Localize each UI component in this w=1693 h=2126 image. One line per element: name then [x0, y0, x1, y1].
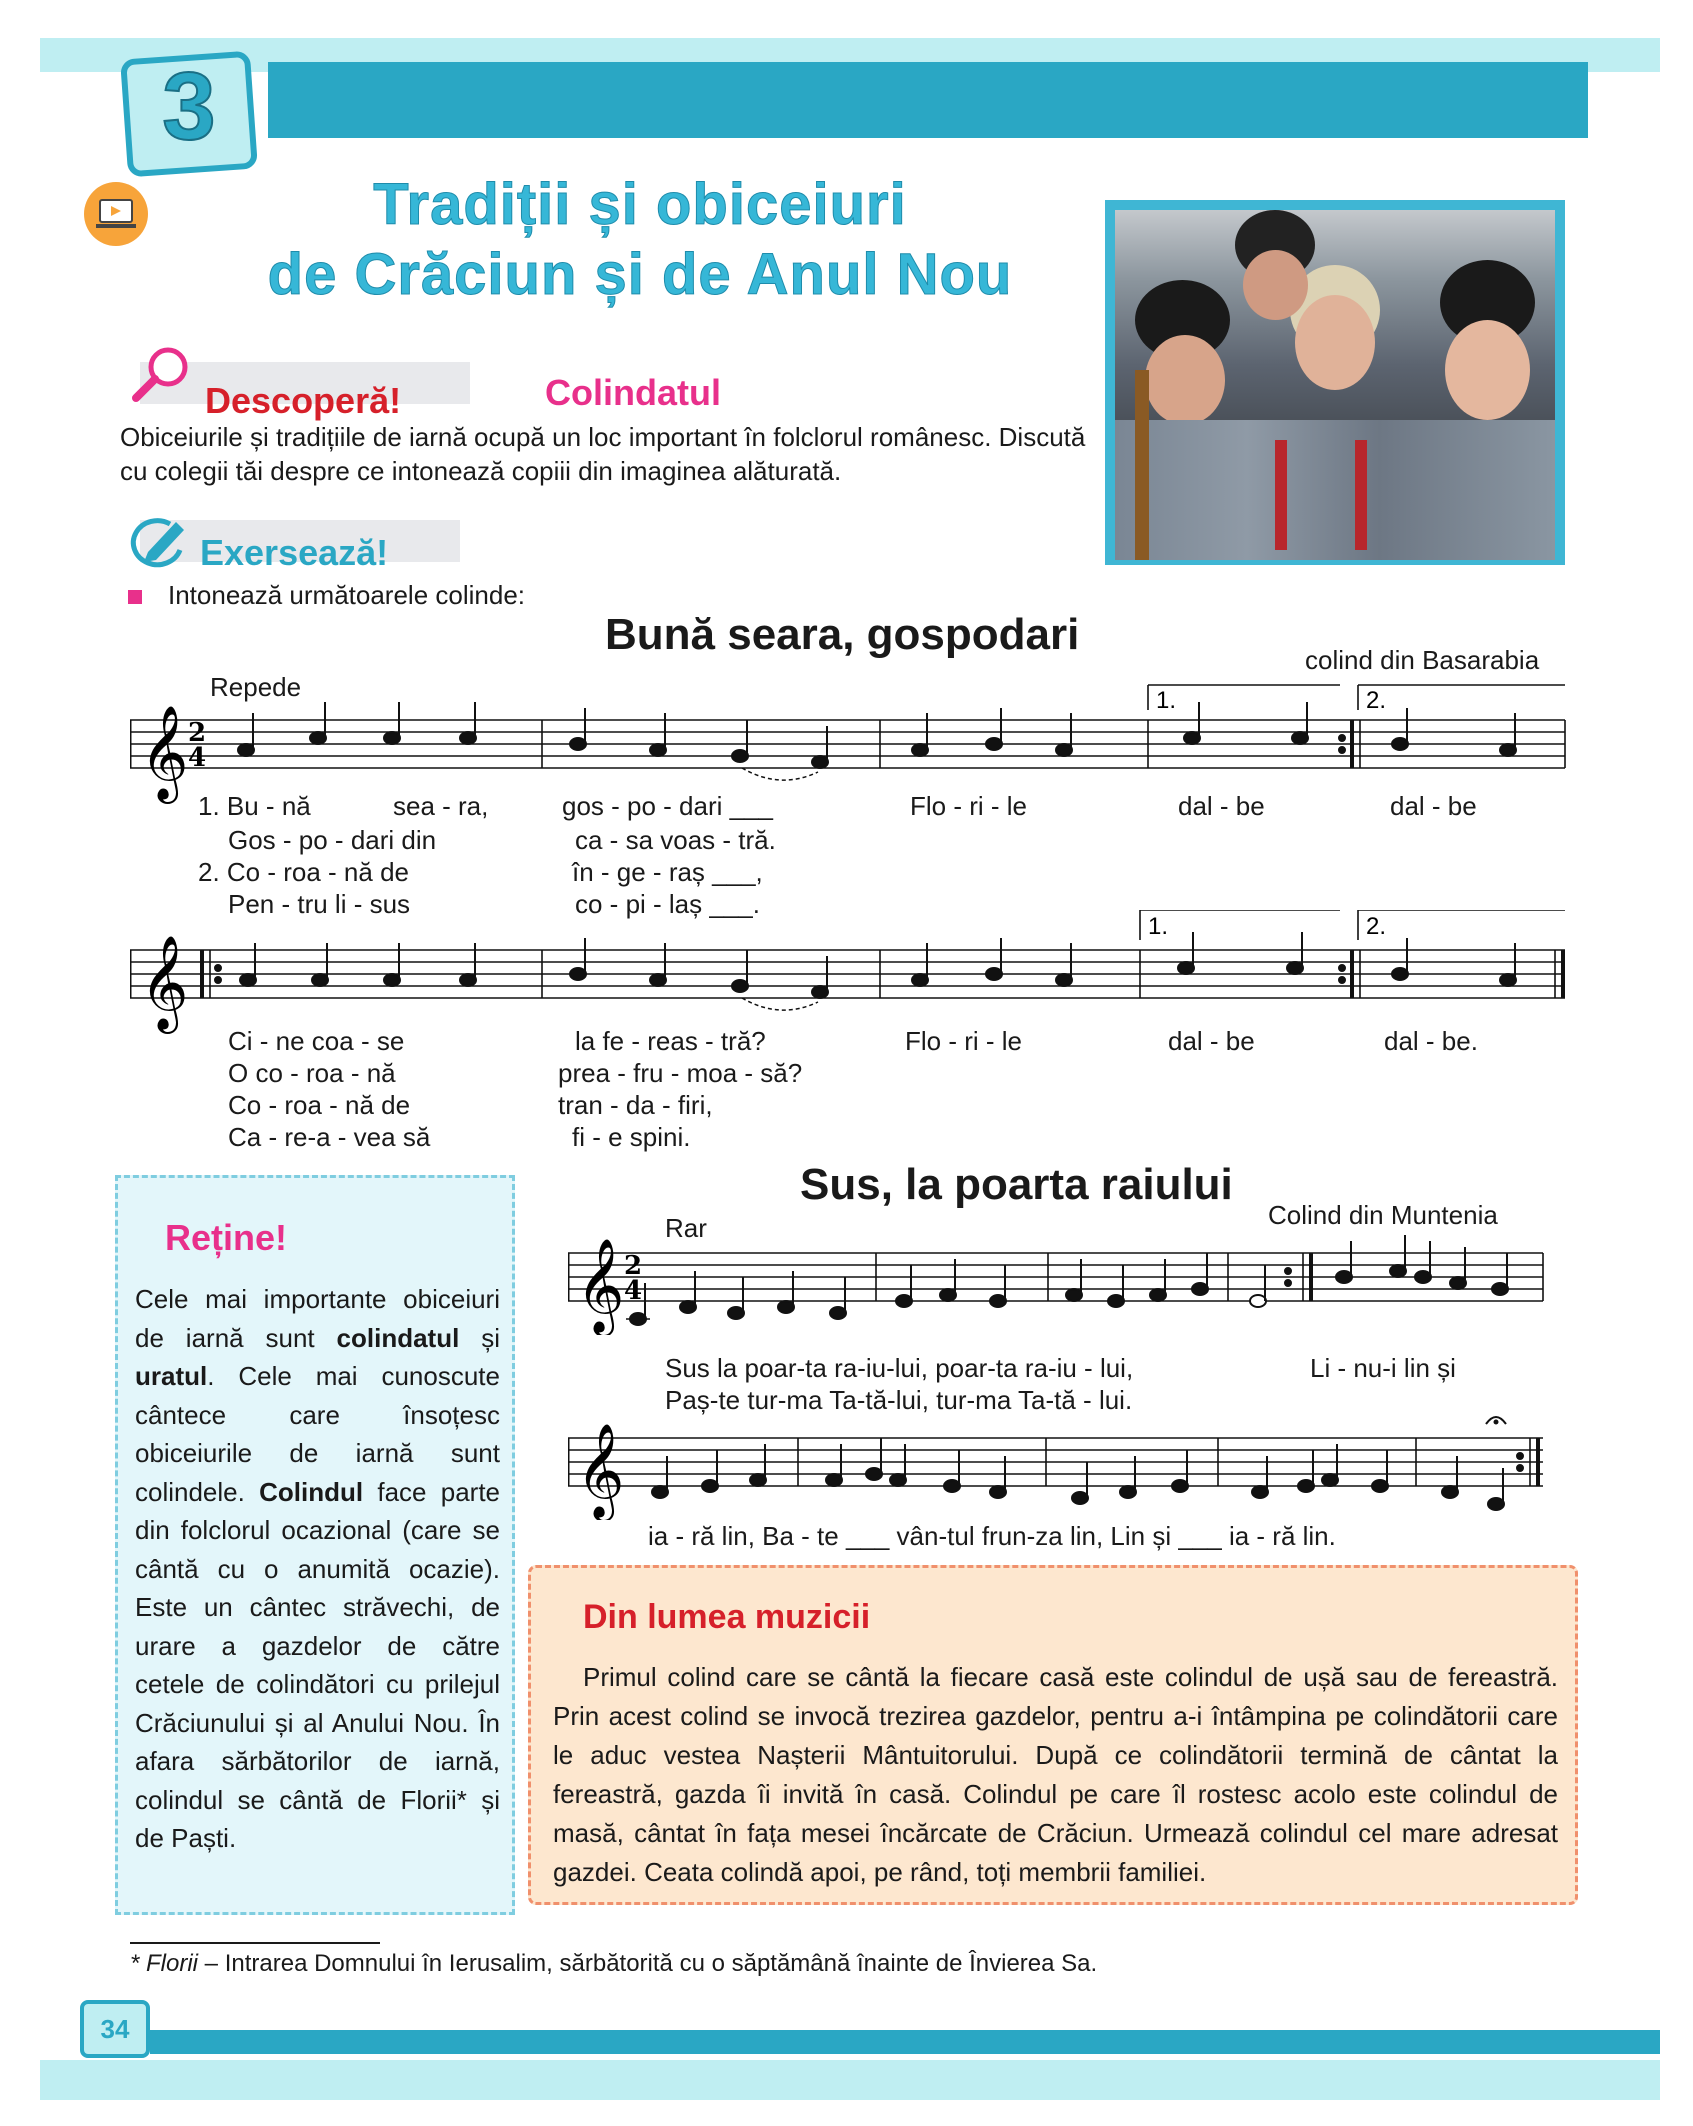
computer-icon[interactable]	[84, 182, 148, 246]
lyric: gos - po - dari ___	[562, 791, 774, 821]
song2-lyrics2: Paș-te tur-ma Ta-tă-lui, tur-ma Ta-tă - lui.	[665, 1385, 1133, 1415]
lyric: fi - e spini.	[572, 1122, 691, 1152]
lyric: Flo - ri - le	[910, 791, 1027, 821]
lyric: în - ge - raș ___,	[572, 857, 763, 887]
pencil-icon	[122, 512, 192, 577]
page-number: 34	[80, 2000, 150, 2058]
lyric: Ci - ne coa - se	[228, 1026, 405, 1056]
chapter-number: 3	[162, 53, 216, 160]
lyric: Flo - ri - le	[905, 1026, 1022, 1056]
bottom-bar	[150, 2030, 1660, 2054]
lyric: Ca - re-a - vea să	[228, 1122, 431, 1152]
retine-text: Cele mai importante obiceiuri de iarnă sunt colindatul și uratul. Cele mai cunoscute cântece care însoțesc obiceiurile de iarnă sunt colindele. Colindul face parte din folclorul ocazional (care se cântă cu o anumită ocazie). Este un cântec străvechi, de urare a gazdelor de către cetele de colindători cu prilejul Crăciunului și al Anului Nou. În afara sărbătorilor de iarnă, colindul se cântă de Florii* și de Paști.	[135, 1284, 500, 1853]
song2-lyrics1-b: Li - nu-i lin și	[1310, 1353, 1456, 1383]
volta-2: 2.	[1366, 687, 1387, 714]
treble-clef: 𝄞	[140, 935, 189, 1030]
time-sig-bottom: 4	[624, 1276, 643, 1306]
caroler-face	[1145, 335, 1225, 425]
song2-origin: Colind din Muntenia	[1268, 1200, 1498, 1230]
caroler-face	[1243, 250, 1308, 320]
lyric: 2. Co - roa - nă de	[198, 857, 409, 887]
lyric: Pen - tru li - sus	[228, 889, 411, 919]
song2-staff1	[568, 1225, 1548, 1335]
retine-heading: Reține!	[165, 1217, 288, 1258]
song2-lyrics3: ia - ră lin, Ba - te ___ vân-tul frun-za lin, Lin și ___ ia - ră lin.	[648, 1521, 1336, 1551]
lyric: prea - fru - moa - să?	[558, 1058, 803, 1088]
bottom-band	[40, 2060, 1660, 2100]
song2-staff2	[568, 1410, 1548, 1520]
volta-1: 1.	[1156, 687, 1177, 714]
lyric: O co - roa - nă	[228, 1058, 396, 1088]
lyric: la fe - reas - tră?	[575, 1026, 766, 1056]
footnote: * Florii – Intrarea Domnului în Ierusalim, sărbătorită cu o săptămână înainte de Învierea Sa.	[130, 1950, 1098, 1977]
song1-staff2	[130, 910, 1570, 1040]
treble-clef: 𝄞	[576, 1238, 625, 1333]
lyric: sea - ra,	[393, 791, 489, 821]
lumea-heading: Din lumea muzicii	[583, 1598, 871, 1636]
song1-staff1	[130, 680, 1570, 810]
lyric: dal - be.	[1384, 1026, 1478, 1056]
song1-tempo: Repede	[210, 672, 302, 702]
caroler-face	[1295, 295, 1375, 390]
notes	[238, 702, 1516, 768]
treble-clef: 𝄞	[140, 705, 189, 800]
treble-clef: 𝄞	[576, 1423, 625, 1518]
footnote-divider	[130, 1942, 380, 1944]
carolers-photo	[1105, 200, 1565, 565]
caroler-face	[1445, 320, 1530, 420]
lyric: dal - be	[1390, 791, 1477, 821]
staff-stick	[1135, 370, 1149, 560]
exerseaza-instruction: Intonează următoarele colinde:	[168, 580, 526, 610]
lyric: Co - roa - nă de	[228, 1090, 411, 1120]
lyric: co - pi - laș ___.	[575, 889, 760, 919]
descopera-heading: Descoperă!	[205, 380, 402, 421]
lyric: dal - be	[1178, 791, 1265, 821]
lyric: Gos - po - dari din	[228, 825, 437, 855]
song1-title: Bună seara, gospodari	[605, 610, 1080, 659]
descopera-text: Obiceiurile și tradițiile de iarnă ocupă un loc important în folclorul românesc. Discută cu colegii tăi despre ce intonează copiii din imaginea alăturată.	[120, 422, 1086, 486]
embroidery	[1275, 440, 1287, 550]
top-bar	[268, 62, 1588, 138]
song1-origin: colind din Basarabia	[1305, 645, 1540, 675]
lyric: tran - da - firi,	[558, 1090, 713, 1120]
bullet-square	[128, 590, 142, 604]
time-sig-top: 2	[188, 718, 207, 748]
lyric: 1. Bu - nă	[198, 791, 311, 821]
exerseaza-heading: Exersează!	[200, 532, 389, 573]
caroler-coats	[1115, 420, 1555, 560]
magnifier-icon	[128, 345, 198, 410]
colindatul-topic: Colindatul	[545, 372, 721, 413]
song2-title: Sus, la poarta raiului	[800, 1160, 1233, 1209]
time-sig-bottom: 4	[188, 743, 207, 773]
song2-tempo: Rar	[665, 1213, 707, 1243]
volta-1: 1.	[1148, 913, 1169, 940]
song2-lyrics1-a: Sus la poar-ta ra-iu-lui, poar-ta ra-iu - lui,	[665, 1353, 1134, 1383]
volta-2: 2.	[1366, 913, 1387, 940]
page-title: Tradiții și obiceiuri de Crăciun și de Anul Nou	[267, 172, 1013, 307]
time-sig-top: 2	[624, 1251, 643, 1281]
lyric: dal - be	[1168, 1026, 1255, 1056]
lyric: ca - sa voas - tră.	[575, 825, 776, 855]
lumea-text: Primul colind care se cântă la fiecare casă este colindul de ușă sau de fereastră. Prin acest colind se invocă trezirea gazdelor, pentru a-i întâmpina pe colindătorii care le aduc vestea Nașterii Mântuitorului. După ce colindătorii termină de cântat la fereastră, gazda îi invită în casă. Colindul pe care îl rostesc acolo este colindul de masă, cântat în fața mesei încărcate de Crăciun. Urmează colindul cel mare adresat gazdei. Ceata colindă apoi, pe rând, toți membrii familiei.	[553, 1662, 1558, 1887]
embroidery	[1355, 440, 1367, 550]
